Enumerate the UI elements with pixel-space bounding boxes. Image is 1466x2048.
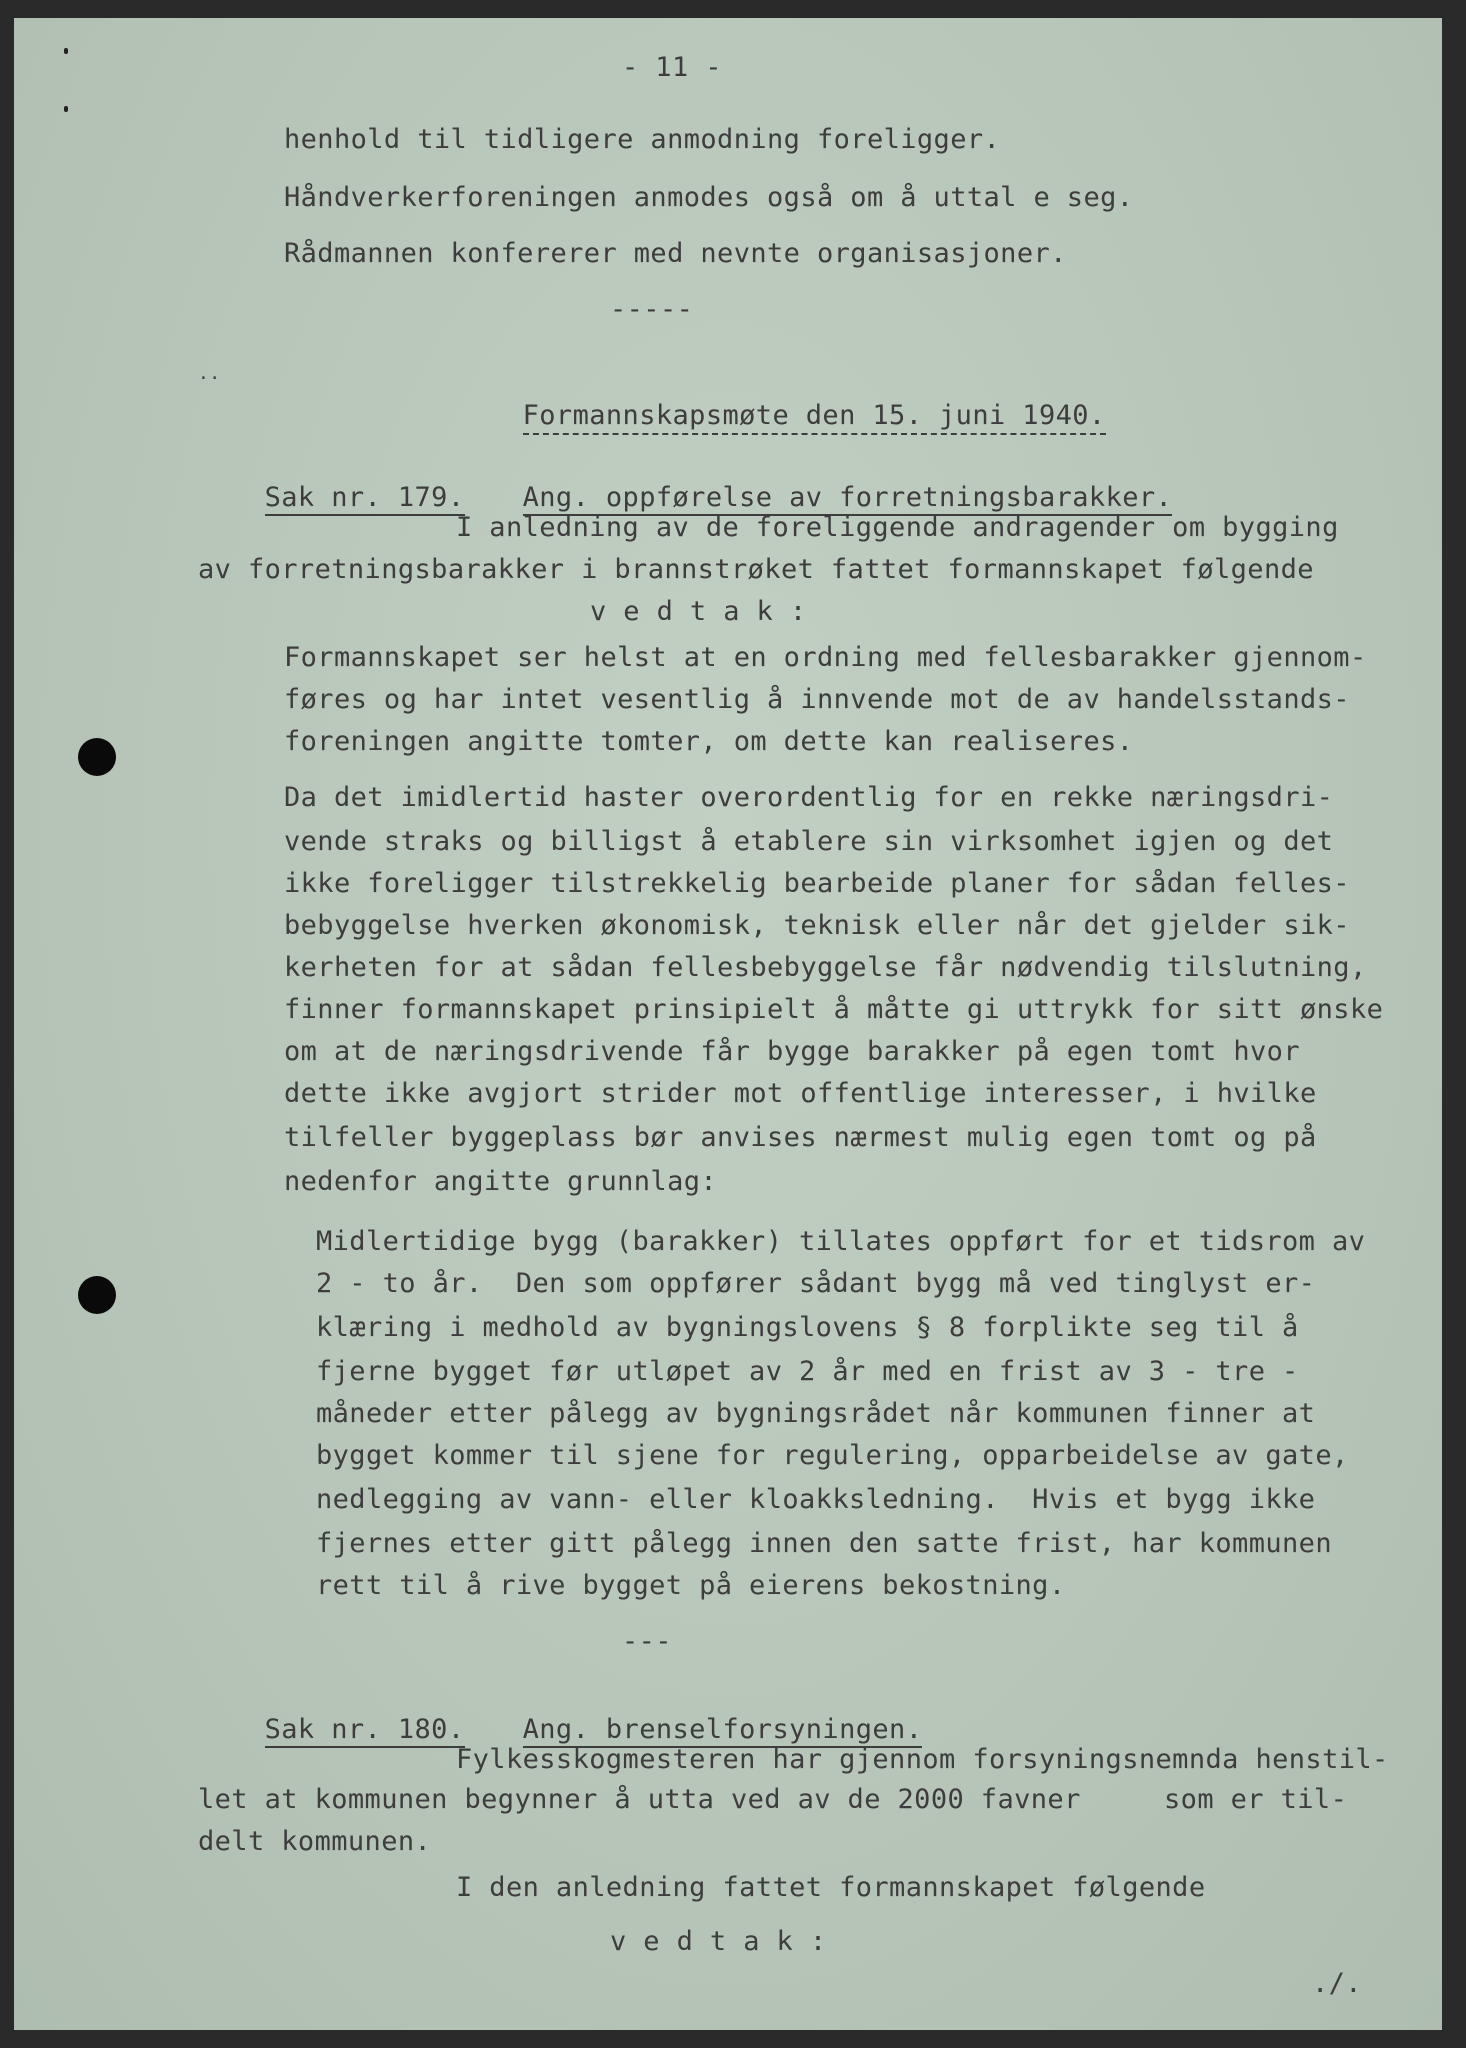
- case-179-intro: I anledning av de foreliggende andragender om bygging: [456, 512, 1339, 543]
- punch-hole-bottom: [78, 1276, 116, 1314]
- case-179-title: [456, 450, 1173, 513]
- case-180-title: [456, 1682, 923, 1745]
- case-number: Sak nr. 179.: [265, 482, 465, 516]
- para3-line: måneder etter pålegg av bygningsrådet når kommunen finner at: [316, 1398, 1316, 1429]
- separator: ---: [622, 1626, 672, 1657]
- vedtak-heading: v e d t a k :: [610, 1926, 827, 1957]
- margin-mark: ..: [198, 363, 221, 384]
- case-title: Ang. oppførelse av forretningsbarakker.: [523, 482, 1173, 516]
- separator: -----: [610, 294, 694, 325]
- case-number: Sak nr. 180.: [265, 1714, 465, 1748]
- case-title: Ang. brenselforsyningen.: [523, 1714, 923, 1748]
- para2-line: ikke foreligger tilstrekkelig bearbeide planer for sådan felles-: [284, 868, 1350, 899]
- para3-line: nedlegging av vann- eller kloakksledning. Hvis et bygg ikke: [316, 1484, 1316, 1515]
- punch-hole-top: [78, 738, 116, 776]
- para2-line: dette ikke avgjort strider mot offentlige interesser, i hvilke: [284, 1078, 1317, 1109]
- para3-line: fjernes etter gitt pålegg innen den satte frist, har kommunen: [316, 1528, 1332, 1559]
- continuation-mark: ./.: [1312, 1968, 1362, 1999]
- case-179-number: [198, 450, 465, 513]
- intro-line: Håndverkerforeningen anmodes også om å uttal e seg.: [284, 182, 1134, 213]
- para2-line: finner formannskapet prinsipielt å måtte gi uttrykk for sitt ønske: [284, 994, 1384, 1025]
- para2-line: tilfeller byggeplass bør anvises nærmest mulig egen tomt og på: [284, 1122, 1317, 1153]
- para3-line: bygget kommer til sjene for regulering, opparbeidelse av gate,: [316, 1440, 1349, 1471]
- para1-line: føres og har intet vesentlig å innvende mot de av handelsstands-: [284, 684, 1350, 715]
- meeting-title: [456, 368, 1106, 431]
- para1-line: Formannskapet ser helst at en ordning med fellesbarakker gjennom-: [284, 642, 1367, 673]
- para1-line: foreningen angitte tomter, om dette kan realiseres.: [284, 726, 1134, 757]
- intro-line: henhold til tidligere anmodning foreligger.: [284, 124, 1001, 155]
- para2-line: Da det imidlertid haster overordentlig for en rekke næringsdri-: [284, 782, 1334, 813]
- paper-speck: [64, 48, 68, 54]
- page-number: - 11 -: [622, 52, 722, 83]
- para3-line: 2 - to år. Den som oppfører sådant bygg må ved tinglyst er-: [316, 1268, 1316, 1299]
- case-180-number: [198, 1682, 465, 1745]
- paper-speck: [64, 106, 68, 112]
- para3-line: klæring i medhold av bygningslovens § 8 forplikte seg til å: [316, 1312, 1299, 1343]
- case-180-intro: let at kommunen begynner å utta ved av de 2000 favner som er til-: [198, 1784, 1348, 1815]
- para3-line: Midlertidige bygg (barakker) tillates oppført for et tidsrom av: [316, 1226, 1366, 1257]
- para2-line: kerheten for at sådan fellesbebyggelse får nødvendig tilslutning,: [284, 952, 1367, 983]
- meeting-title-text: Formannskapsmøte den 15. juni 1940.: [523, 400, 1106, 435]
- case-180-intro: delt kommunen.: [198, 1826, 432, 1857]
- intro-line: Rådmannen konfererer med nevnte organisasjoner.: [284, 238, 1067, 269]
- para2-line: vende straks og billigst å etablere sin virksomhet igjen og det: [284, 826, 1334, 857]
- para2-line: om at de næringsdrivende får bygge barakker på egen tomt hvor: [284, 1036, 1300, 1067]
- para2-line: bebyggelse hverken økonomisk, teknisk eller når det gjelder sik-: [284, 910, 1350, 941]
- para3-line: rett til å rive bygget på eierens bekostning.: [316, 1570, 1066, 1601]
- para3-line: fjerne bygget før utløpet av 2 år med en frist av 3 - tre -: [316, 1356, 1299, 1387]
- para2-line: nedenfor angitte grunnlag:: [284, 1166, 718, 1197]
- case-179-intro: av forretningsbarakker i brannstrøket fattet formannskapet følgende: [198, 554, 1314, 585]
- vedtak-heading: v e d t a k :: [590, 596, 807, 627]
- case-180-decision: I den anledning fattet formannskapet følgende: [456, 1872, 1206, 1903]
- case-180-intro: Fylkesskogmesteren har gjennom forsyningsnemnda henstil-: [456, 1744, 1389, 1775]
